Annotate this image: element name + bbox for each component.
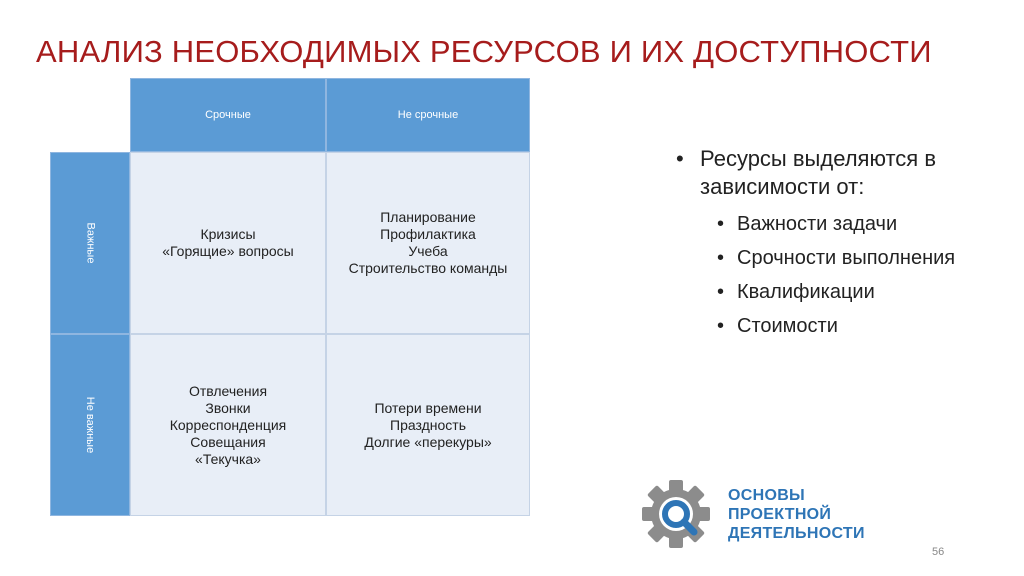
priority-matrix	[50, 78, 530, 516]
bullet-dot-icon: •	[717, 247, 725, 269]
cell-important-urgent	[130, 152, 326, 334]
sub-bullet-text: Важности задачи	[737, 213, 898, 235]
cell-line: «Текучка»	[195, 450, 261, 467]
sub-bullet-text: Квалификации	[737, 281, 875, 303]
bullet-dot-icon: •	[717, 213, 725, 235]
row-header-important-label: Важные	[83, 222, 96, 264]
cell-line: Кризисы	[200, 226, 256, 242]
sub-bullet-list	[676, 211, 996, 339]
sub-bullet-text: Срочности выполнения	[737, 247, 956, 269]
bullet-main	[676, 145, 996, 201]
sub-bullet-text: Стоимости	[737, 315, 838, 337]
cell-line: Потери времени	[374, 399, 482, 416]
sub-bullet	[676, 313, 996, 339]
cell-line: Учеба	[408, 243, 448, 259]
cell-line: Совещания	[190, 433, 266, 450]
sub-bullet	[676, 279, 996, 305]
logo-line: ПРОЕКТНОЙ	[728, 506, 832, 523]
logo	[640, 478, 940, 550]
bullet-dot-icon: •	[717, 281, 725, 303]
cell-line: Профилактика	[380, 226, 476, 242]
cell-line: Корреспонденция	[169, 416, 287, 433]
page-number: 56	[932, 546, 945, 558]
logo-line: ОСНОВЫ	[728, 487, 806, 504]
sub-bullet	[676, 211, 996, 237]
bullet-main-text: Ресурсы выделяются в зависимости от:	[700, 146, 937, 199]
logo-line: ДЕЯТЕЛЬНОСТИ	[728, 525, 865, 542]
slide-title: АНАЛИЗ НЕОБХОДИМЫХ РЕСУРСОВ И ИХ ДОСТУПНОСТИ	[36, 34, 932, 69]
cell-line: «Горящие» вопросы	[162, 243, 294, 259]
cell-line: Праздность	[390, 416, 466, 433]
col-header-urgent: Срочные	[130, 78, 326, 152]
cell-not-important-urgent	[130, 334, 326, 516]
bullet-dot-icon: •	[717, 315, 725, 337]
cell-line: Звонки	[205, 399, 251, 416]
cell-important-not-urgent	[326, 152, 530, 334]
cell-line: Отвлечения	[188, 382, 268, 399]
row-header-not-important	[50, 334, 130, 516]
bullet-list	[676, 145, 996, 347]
bullet-dot-icon: •	[676, 146, 684, 171]
row-header-important	[50, 152, 130, 334]
cell-not-important-not-urgent	[326, 334, 530, 516]
gear-magnifier-icon	[640, 478, 716, 550]
logo-text	[728, 486, 865, 543]
cell-line: Долгие «перекуры»	[364, 433, 492, 450]
row-header-not-important-label: Не важные	[83, 396, 96, 454]
sub-bullet	[676, 245, 996, 271]
cell-line: Планирование	[380, 209, 476, 225]
cell-line: Строительство команды	[348, 260, 508, 276]
col-header-not-urgent: Не срочные	[326, 78, 530, 152]
